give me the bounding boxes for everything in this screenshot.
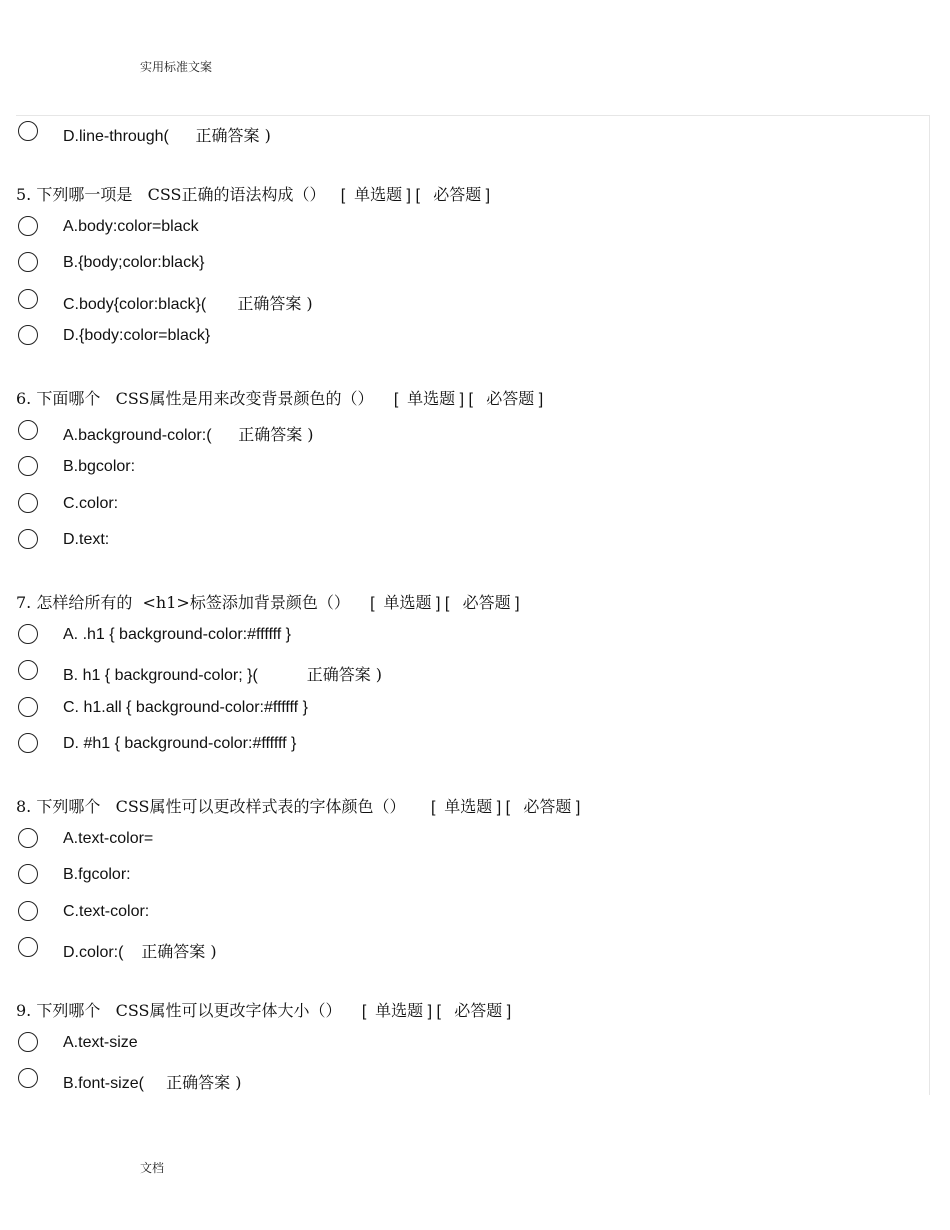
option-a[interactable]	[16, 417, 930, 454]
radio-button[interactable]	[18, 325, 38, 345]
option-b[interactable]	[16, 861, 930, 898]
question-8	[16, 795, 930, 971]
question-title: 9. 下列哪个 CSS属性可以更改字体大小（） [ 单选题 ] [ 必答题 ]	[16, 1000, 512, 1020]
option-label: C.text-color:	[63, 902, 150, 920]
option-c[interactable]	[16, 694, 930, 731]
radio-button[interactable]	[18, 420, 38, 440]
question-title: 5. 下列哪一项是 CSS正确的语法构成（） [ 单选题 ] [ 必答题 ]	[16, 184, 491, 204]
option-b[interactable]	[16, 657, 930, 694]
option-label: C.color:	[63, 494, 119, 512]
option-c[interactable]	[16, 286, 930, 323]
option-label: D.line-through( 正确答案 )	[63, 126, 271, 145]
option-a[interactable]	[16, 621, 930, 658]
question-title: 8. 下列哪个 CSS属性可以更改样式表的字体颜色（） [ 单选题 ] [ 必答题 ]	[16, 796, 581, 816]
option-label: D.text:	[63, 531, 110, 548]
option-label: B.font-size( 正确答案 )	[63, 1073, 242, 1092]
page-footer-label: 文档	[140, 1161, 165, 1175]
option-b[interactable]	[16, 1065, 930, 1102]
option-label: C.body{color:black}( 正确答案 )	[63, 293, 313, 313]
option-b[interactable]	[16, 249, 930, 286]
radio-button[interactable]	[18, 1068, 38, 1088]
radio-button[interactable]	[18, 252, 38, 272]
option-label: D. #h1 { background-color:#ffffff }	[63, 735, 297, 752]
option-b[interactable]	[16, 453, 930, 490]
option-a[interactable]	[16, 1029, 930, 1066]
question-9	[16, 999, 930, 1102]
option-label: B.fgcolor:	[63, 866, 131, 883]
option-c[interactable]	[16, 898, 930, 935]
radio-button[interactable]	[18, 1032, 38, 1052]
option-d[interactable]	[16, 322, 930, 359]
radio-button[interactable]	[18, 624, 38, 644]
question-title: 6. 下面哪个 CSS属性是用来改变背景颜色的（） [ 单选题 ] [ 必答题 ]	[16, 388, 544, 408]
page-header-label: 实用标准文案	[140, 60, 213, 74]
option-label: A.background-color:( 正确答案 )	[63, 424, 314, 444]
radio-button[interactable]	[18, 660, 38, 680]
option-a[interactable]	[16, 825, 930, 862]
radio-button[interactable]	[18, 733, 38, 753]
question-7	[16, 591, 930, 767]
radio-button[interactable]	[18, 828, 38, 848]
radio-button[interactable]	[18, 697, 38, 717]
option-d[interactable]	[16, 118, 930, 155]
option-label: B.{body;color:black}	[63, 254, 205, 271]
option-label: D.{body:color=black}	[63, 327, 211, 344]
question-title: 7. 怎样给所有的 <h1>标签添加背景颜色（） [ 单选题 ] [ 必答题 ]	[16, 592, 520, 612]
option-label: A.body:color=black	[63, 217, 199, 235]
radio-button[interactable]	[18, 456, 38, 476]
radio-button[interactable]	[18, 937, 38, 957]
question-4-tail	[16, 118, 930, 155]
radio-button[interactable]	[18, 121, 38, 141]
option-label: D.color:( 正确答案 )	[63, 942, 217, 961]
option-label: B. h1 { background-color; }( 正确答案 )	[63, 665, 383, 684]
option-label: C. h1.all { background-color:#ffffff }	[63, 698, 308, 716]
radio-button[interactable]	[18, 901, 38, 921]
option-label: B.bgcolor:	[63, 458, 136, 475]
option-c[interactable]	[16, 490, 930, 527]
option-label: A. .h1 { background-color:#ffffff }	[63, 625, 292, 643]
option-d[interactable]	[16, 934, 930, 971]
radio-button[interactable]	[18, 529, 38, 549]
question-list	[16, 116, 930, 1102]
question-5	[16, 183, 930, 359]
option-d[interactable]	[16, 526, 930, 563]
radio-button[interactable]	[18, 864, 38, 884]
option-d[interactable]	[16, 730, 930, 767]
radio-button[interactable]	[18, 289, 38, 309]
option-a[interactable]	[16, 213, 930, 250]
option-label: A.text-size	[63, 1033, 138, 1051]
radio-button[interactable]	[18, 493, 38, 513]
radio-button[interactable]	[18, 216, 38, 236]
question-6	[16, 387, 930, 563]
option-label: A.text-color=	[63, 829, 154, 847]
